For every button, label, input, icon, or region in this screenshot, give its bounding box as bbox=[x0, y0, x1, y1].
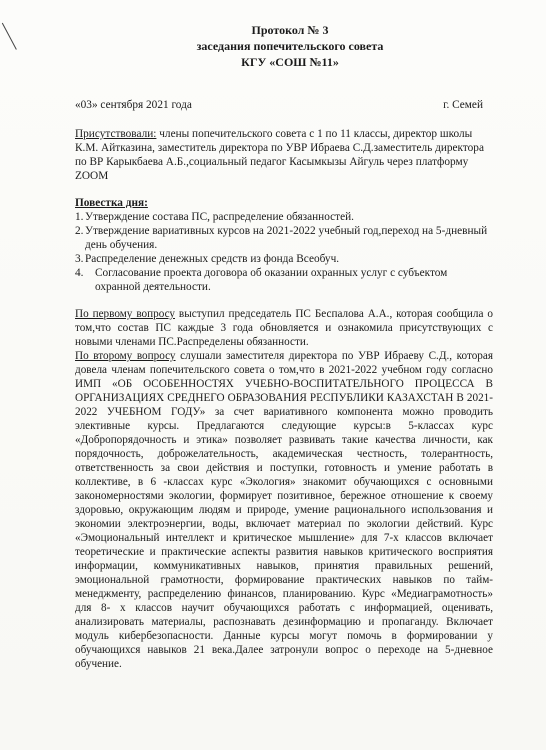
agenda-item-text: Утверждение состава ПС, распределение обязанностей. bbox=[85, 211, 354, 223]
agenda-list bbox=[75, 210, 493, 295]
meeting-city: г. Семей bbox=[443, 99, 483, 111]
pen-mark bbox=[2, 16, 29, 50]
second-question-paragraph bbox=[75, 349, 493, 671]
protocol-title: Протокол № 3 bbox=[251, 23, 329, 37]
second-question-text: слушали заместителя директора по УВР Ибраеву С.Д., которая довела членам попечительского совета о том,что в 2021-2022 учебном году согласно ИМП «ОБ ОСОБЕННОСТЯХ УЧЕБНО-ВОСПИТАТЕЛЬНОГО ПРОЦЕССА В ОРГАНИЗАЦИЯХ СРЕДНЕГО ОБРАЗОВАНИЯ РЕСПУБЛИКИ КАЗАХСТАН В 2021-2022 УЧЕБНОМ ГОДУ» за счет вариативного компонента можно проводить элективные курсы. Предлагаются следующие курсы:в 5-классах курс «Добропорядочность и этика» позволяет развивать такие качества личности, как порядочность, доброжелательность, академическая честность, толерантность, ответственность за свои действия и поступки, готовность и умение работать в коллективе, в 6 -классах курс «Экология» знакомит обучающихся с основными закономерностями экологии, формирует позитивное, бережное отношение к своему здоровью, окружающим людям и природе, умение рационального использования и экономии электроэнергии, воды, включает материал по экологии действий. Курс «Эмоциональный интеллект и критическое мышление» для 7-х классов включает теоретические и практические аспекты развития навыков критического восприятия информации, коммуникативных навыков, принятия правильных решений, эмоциональной грамотности, формирование практических навыков по тайм-менеджменту, распределению финансов, планированию. Курс «Медиаграмотность» для 8- х классов научит обучающихся работать с информацией, оценивать, анализировать материалы, распознавать дезинформацию и пропаганду. Включает модуль кибербезопасности. Данные курсы могут помочь в формировании у обучающихся навыков 21 века.Далее затронули вопрос о переходе на 5-дневное обучение. bbox=[75, 350, 493, 670]
agenda-item-text: Утверждение вариативных курсов на 2021-2022 учебный год,переход на 5-дневный день обучения. bbox=[85, 225, 488, 252]
agenda-item-text: Согласование проекта договора об оказании охранных услуг с субъектом охранной деятельности. bbox=[95, 267, 448, 294]
agenda-item-number: 1. bbox=[75, 211, 84, 223]
agenda-item-number: 2. bbox=[75, 225, 84, 238]
agenda-item bbox=[75, 210, 493, 224]
agenda-title-text: Повестка дня: bbox=[75, 197, 148, 209]
agenda-item-number: 3. bbox=[75, 253, 84, 266]
protocol-subtitle: заседания попечительского совета bbox=[196, 39, 384, 53]
first-question-text: выступил председатель ПС Беспалова А.А., которая сообщила о том,что состав ПС каждые 3 года обновляется и ознакомила присутствующих с новыми членами ПС.Распределены обязанности. bbox=[75, 308, 493, 348]
agenda-item bbox=[75, 266, 493, 294]
second-question-label: По второму вопросу bbox=[75, 350, 176, 362]
minutes-body bbox=[75, 307, 493, 671]
agenda-item-text: Распределение денежных средств из фонда Всеобуч. bbox=[85, 253, 340, 266]
organization-name: КГУ «СОШ №11» bbox=[241, 55, 339, 69]
agenda-item bbox=[75, 224, 493, 252]
agenda-item-number: 4. bbox=[75, 267, 84, 280]
attendees-paragraph bbox=[75, 127, 493, 183]
agenda-title bbox=[75, 196, 493, 210]
meeting-date: «03» сентября 2021 года bbox=[75, 99, 192, 111]
protocol-header bbox=[130, 22, 450, 70]
first-question-label: По первому вопросу bbox=[75, 308, 175, 320]
date-row bbox=[75, 98, 483, 112]
attendees-label: Присутствовали: bbox=[75, 128, 157, 140]
attendees-text: члены попечительского совета с 1 по 11 классы, директор школы К.М. Айтказина, заместитель директора по УВР Ибраева С.Д.заместитель директора по ВР Карыкбаева А.Б.,социальный педагог Касымкызы Айгуль через платформу ZOOM bbox=[75, 128, 484, 183]
first-question-paragraph bbox=[75, 307, 493, 349]
agenda-item bbox=[75, 252, 493, 266]
